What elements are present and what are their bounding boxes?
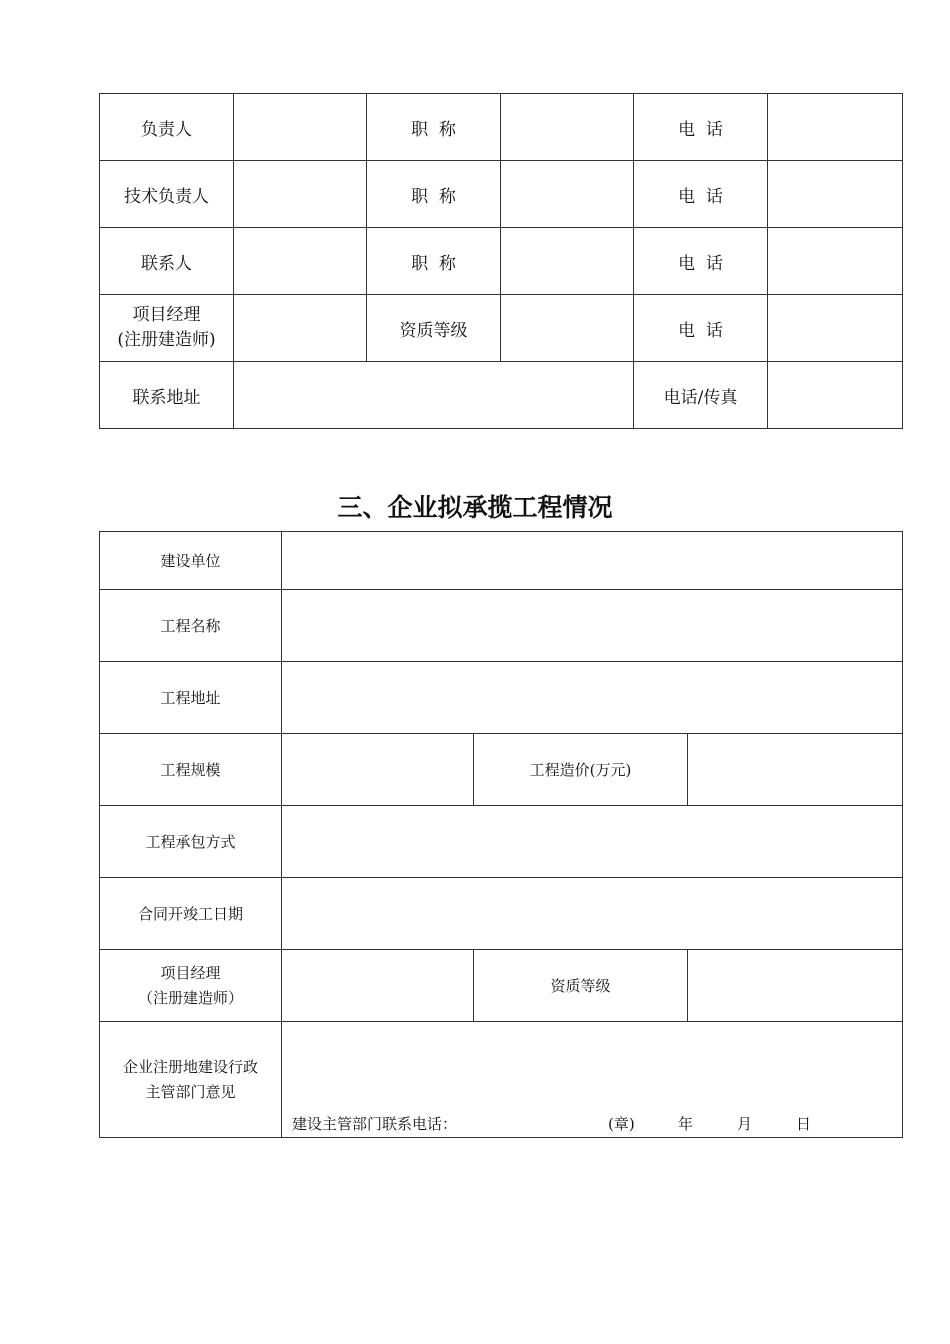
phone-value[interactable] (768, 295, 903, 362)
phone-label: 电 话 (634, 295, 768, 362)
principal-value[interactable] (234, 94, 367, 161)
contract-dates-label: 合同开竣工日期 (100, 878, 282, 950)
contact-person-label: 联系人 (100, 228, 234, 295)
table-row (100, 950, 903, 1022)
seal-label: (章) (608, 1115, 635, 1133)
phone-value[interactable] (768, 94, 903, 161)
authority-opinion-value[interactable] (282, 1022, 903, 1138)
project-manager-value[interactable] (234, 295, 367, 362)
table-row (100, 94, 903, 161)
fax-value[interactable] (768, 362, 903, 429)
fax-label: 电话/传真 (634, 362, 768, 429)
phone-label: 电 话 (634, 161, 768, 228)
address-value[interactable] (234, 362, 634, 429)
project-cost-value[interactable] (688, 734, 903, 806)
project-manager-label (100, 295, 234, 362)
project-table (99, 531, 903, 1138)
tech-lead-value[interactable] (234, 161, 367, 228)
year-label: 年 (678, 1115, 694, 1133)
day-label: 日 (796, 1115, 812, 1133)
project-scale-value[interactable] (282, 734, 474, 806)
section-title: 三、企业拟承揽工程情况 (337, 493, 613, 522)
title-value[interactable] (501, 161, 634, 228)
table-row (100, 532, 903, 590)
tech-lead-label: 技术负责人 (100, 161, 234, 228)
project-manager-label (100, 950, 282, 1022)
phone-label: 电 话 (634, 94, 768, 161)
contacts-table (99, 93, 903, 429)
qualification-value[interactable] (688, 950, 903, 1022)
owner-label: 建设单位 (100, 532, 282, 590)
contact-person-value[interactable] (234, 228, 367, 295)
title-value[interactable] (501, 228, 634, 295)
table-row (100, 161, 903, 228)
project-scale-label: 工程规模 (100, 734, 282, 806)
contract-dates-value[interactable] (282, 878, 903, 950)
project-address-value[interactable] (282, 662, 903, 734)
authority-phone-label: 建设主管部门联系电话： (292, 1115, 458, 1133)
month-label: 月 (737, 1115, 753, 1133)
qualification-label: 资质等级 (474, 950, 688, 1022)
contract-mode-label: 工程承包方式 (100, 806, 282, 878)
project-manager-value[interactable] (282, 950, 474, 1022)
project-name-value[interactable] (282, 590, 903, 662)
title-value[interactable] (501, 94, 634, 161)
address-label: 联系地址 (100, 362, 234, 429)
qualification-label: 资质等级 (367, 295, 501, 362)
title-label: 职 称 (367, 161, 501, 228)
table-row (100, 590, 903, 662)
title-label: 职 称 (367, 94, 501, 161)
project-address-label: 工程地址 (100, 662, 282, 734)
contract-mode-value[interactable] (282, 806, 903, 878)
opinion-footer (292, 1113, 811, 1134)
project-cost-label: 工程造价(万元) (474, 734, 688, 806)
phone-value[interactable] (768, 161, 903, 228)
project-manager-line2: （注册建造师） (137, 988, 243, 1007)
project-manager-line1: 项目经理 (160, 963, 221, 982)
project-manager-label-line1: 项目经理 (132, 305, 201, 325)
table-row (100, 806, 903, 878)
qualification-value[interactable] (501, 295, 634, 362)
phone-label: 电 话 (634, 228, 768, 295)
table-row (100, 295, 903, 362)
title-label: 职 称 (367, 228, 501, 295)
table-row (100, 362, 903, 429)
table-row (100, 228, 903, 295)
table-row (100, 1022, 903, 1138)
owner-value[interactable] (282, 532, 903, 590)
authority-opinion-line1: 企业注册地建设行政 (122, 1057, 258, 1076)
phone-value[interactable] (768, 228, 903, 295)
table-row (100, 734, 903, 806)
table-row (100, 878, 903, 950)
principal-label: 负责人 (100, 94, 234, 161)
project-name-label: 工程名称 (100, 590, 282, 662)
authority-opinion-line2: 主管部门意见 (145, 1082, 236, 1101)
table-row (100, 662, 903, 734)
project-manager-label-line2: (注册建造师) (117, 330, 216, 350)
authority-opinion-label (100, 1022, 282, 1138)
